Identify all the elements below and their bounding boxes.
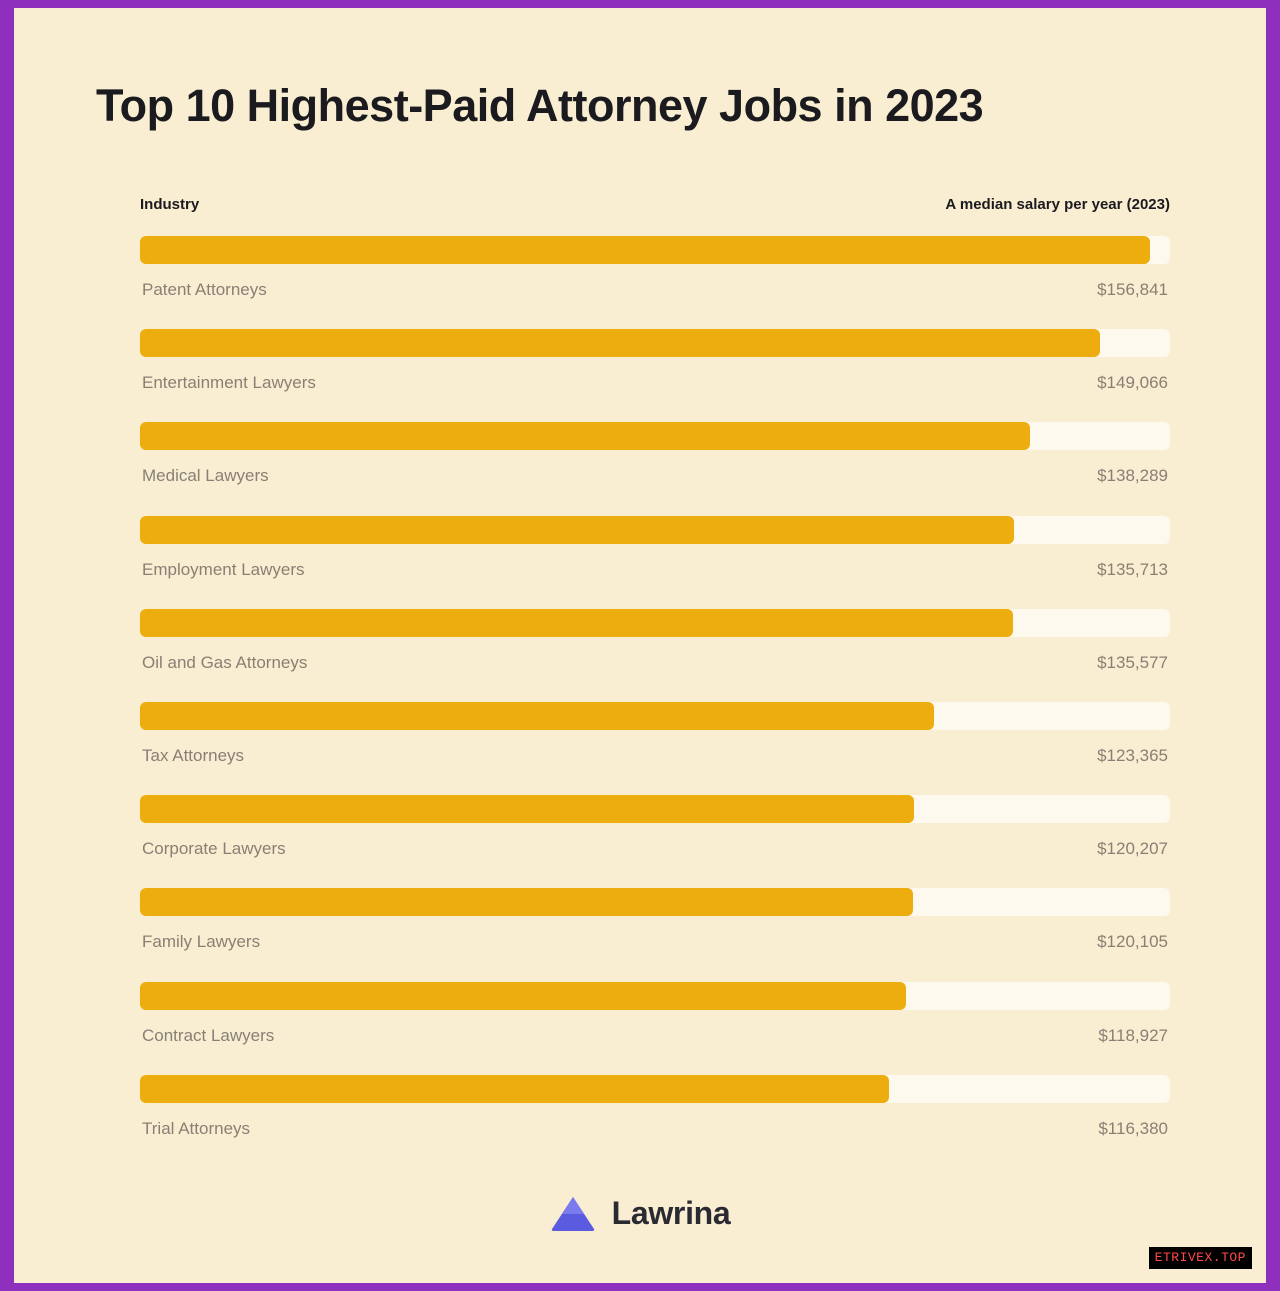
- bar-value-label: $149,066: [1097, 373, 1168, 393]
- bar: [140, 609, 1013, 637]
- chart-row: [140, 982, 1170, 1075]
- infographic-canvas: [14, 8, 1266, 1283]
- chart-row: [140, 422, 1170, 515]
- bar-value-label: $118,927: [1098, 1025, 1168, 1045]
- bar-track: [140, 795, 1170, 823]
- column-headers: [140, 196, 1170, 216]
- chart-row: [140, 1075, 1170, 1168]
- bar-category-label: Medical Lawyers: [142, 466, 269, 486]
- bar-category-label: Trial Attorneys: [142, 1118, 251, 1138]
- bar-category-label: Tax Attorneys: [142, 745, 245, 765]
- bar: [140, 516, 1014, 544]
- bar: [140, 795, 914, 823]
- bar-value-label: $120,105: [1097, 932, 1168, 952]
- bar: [140, 1075, 889, 1103]
- bar-track: [140, 1075, 1170, 1103]
- bar-category-label: Employment Lawyers: [142, 559, 305, 579]
- triangle-logo-icon: [550, 1193, 596, 1233]
- bar: [140, 329, 1100, 357]
- chart-row: [140, 236, 1170, 329]
- bar: [140, 982, 906, 1010]
- bar-category-label: Corporate Lawyers: [142, 839, 286, 859]
- bar-category-label: Contract Lawyers: [142, 1025, 275, 1045]
- bar-track: [140, 236, 1170, 264]
- bar-category-label: Oil and Gas Attorneys: [142, 652, 308, 672]
- bar-track: [140, 422, 1170, 450]
- bar-track: [140, 516, 1170, 544]
- chart-row: [140, 609, 1170, 702]
- chart-row: [140, 888, 1170, 981]
- column-header-salary: A median salary per year (2023): [945, 196, 1170, 213]
- bar: [140, 702, 934, 730]
- bar-value-label: $156,841: [1097, 280, 1168, 299]
- bar-track: [140, 982, 1170, 1010]
- bar-value-label: $123,365: [1097, 745, 1168, 765]
- brand-name: Lawrina: [611, 1194, 731, 1231]
- column-header-industry: Industry: [140, 196, 200, 213]
- bar-track: [140, 888, 1170, 916]
- bar-track: [140, 702, 1170, 730]
- watermark-badge: ETRIVEX.TOP: [1149, 1247, 1252, 1269]
- bar-value-label: $116,380: [1098, 1118, 1168, 1138]
- chart-row: [140, 795, 1170, 888]
- bar-value-label: $135,713: [1097, 559, 1168, 579]
- bar-value-label: $138,289: [1097, 466, 1168, 486]
- bar-chart-rows: [140, 236, 1170, 1168]
- bar-track: [140, 329, 1170, 357]
- brand-lockup: [14, 1193, 1266, 1233]
- chart-row: [140, 329, 1170, 422]
- bar-category-label: Entertainment Lawyers: [142, 373, 316, 393]
- bar-track: [140, 609, 1170, 637]
- chart-row: [140, 516, 1170, 609]
- bar-category-label: Family Lawyers: [142, 932, 261, 952]
- bar-category-label: Patent Attorneys: [142, 280, 267, 299]
- chart-row: [140, 702, 1170, 795]
- bar-value-label: $120,207: [1097, 839, 1168, 859]
- bar: [140, 888, 913, 916]
- bar: [140, 422, 1030, 450]
- bar-value-label: $135,577: [1097, 652, 1168, 672]
- bar: [140, 236, 1150, 264]
- page-title: Top 10 Highest-Paid Attorney Jobs in 2023: [96, 80, 984, 131]
